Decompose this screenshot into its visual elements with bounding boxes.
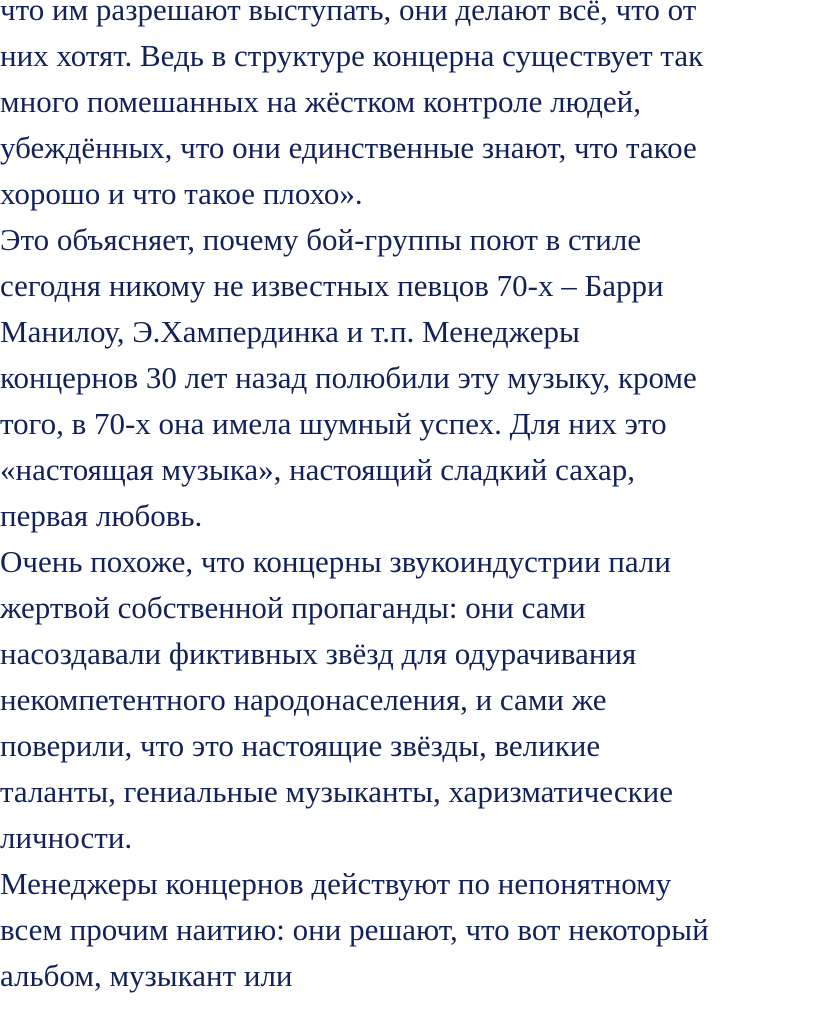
text-line: Это объясняет, почему бой-группы поют в стиле xyxy=(0,222,642,257)
text-line: Менеджеры концернов действуют по непонятному xyxy=(0,866,672,901)
text-line: хорошо и что такое плохо». xyxy=(0,176,363,211)
text-line: некомпетентного народонаселения, и сами же xyxy=(0,682,607,717)
text-line: личности. xyxy=(0,820,133,855)
text-line: насоздавали фиктивных звёзд для одурачивания xyxy=(0,636,637,671)
text-line: того, в 70-х она имела шумный успех. Для них это xyxy=(0,406,667,441)
text-line: жертвой собственной пропаганды: они сами xyxy=(0,590,586,625)
text-line: убеждённых, что они единственные знают, что такое xyxy=(0,130,697,165)
text-line: много помешанных на жёстком контроле людей, xyxy=(0,84,642,119)
text-line: первая любовь. xyxy=(0,498,203,533)
text-line: «настоящая музыка», настоящий сладкий сахар, xyxy=(0,452,636,487)
text-line: сегодня никому не известных певцов 70-х – Барри xyxy=(0,268,664,303)
text-line: Очень похоже, что концерны звукоиндустрии пали xyxy=(0,544,671,579)
text-line: поверили, что это настоящие звёзды, великие xyxy=(0,728,601,763)
text-line: всем прочим наитию: они решают, что вот некоторый xyxy=(0,912,709,947)
text-line: концернов 30 лет назад полюбили эту музыку, кроме xyxy=(0,360,697,395)
text-line: таланты, гениальные музыканты, харизматические xyxy=(0,774,674,809)
text-line: Манилоу, Э.Хампердинка и т.п. Менеджеры xyxy=(0,314,580,349)
text-line: альбом, музыкант или xyxy=(0,958,293,993)
text-line: что им разрешают выступать, они делают всё, что от xyxy=(0,0,697,27)
text-line: них хотят. Ведь в структуре концерна существует так xyxy=(0,38,704,73)
